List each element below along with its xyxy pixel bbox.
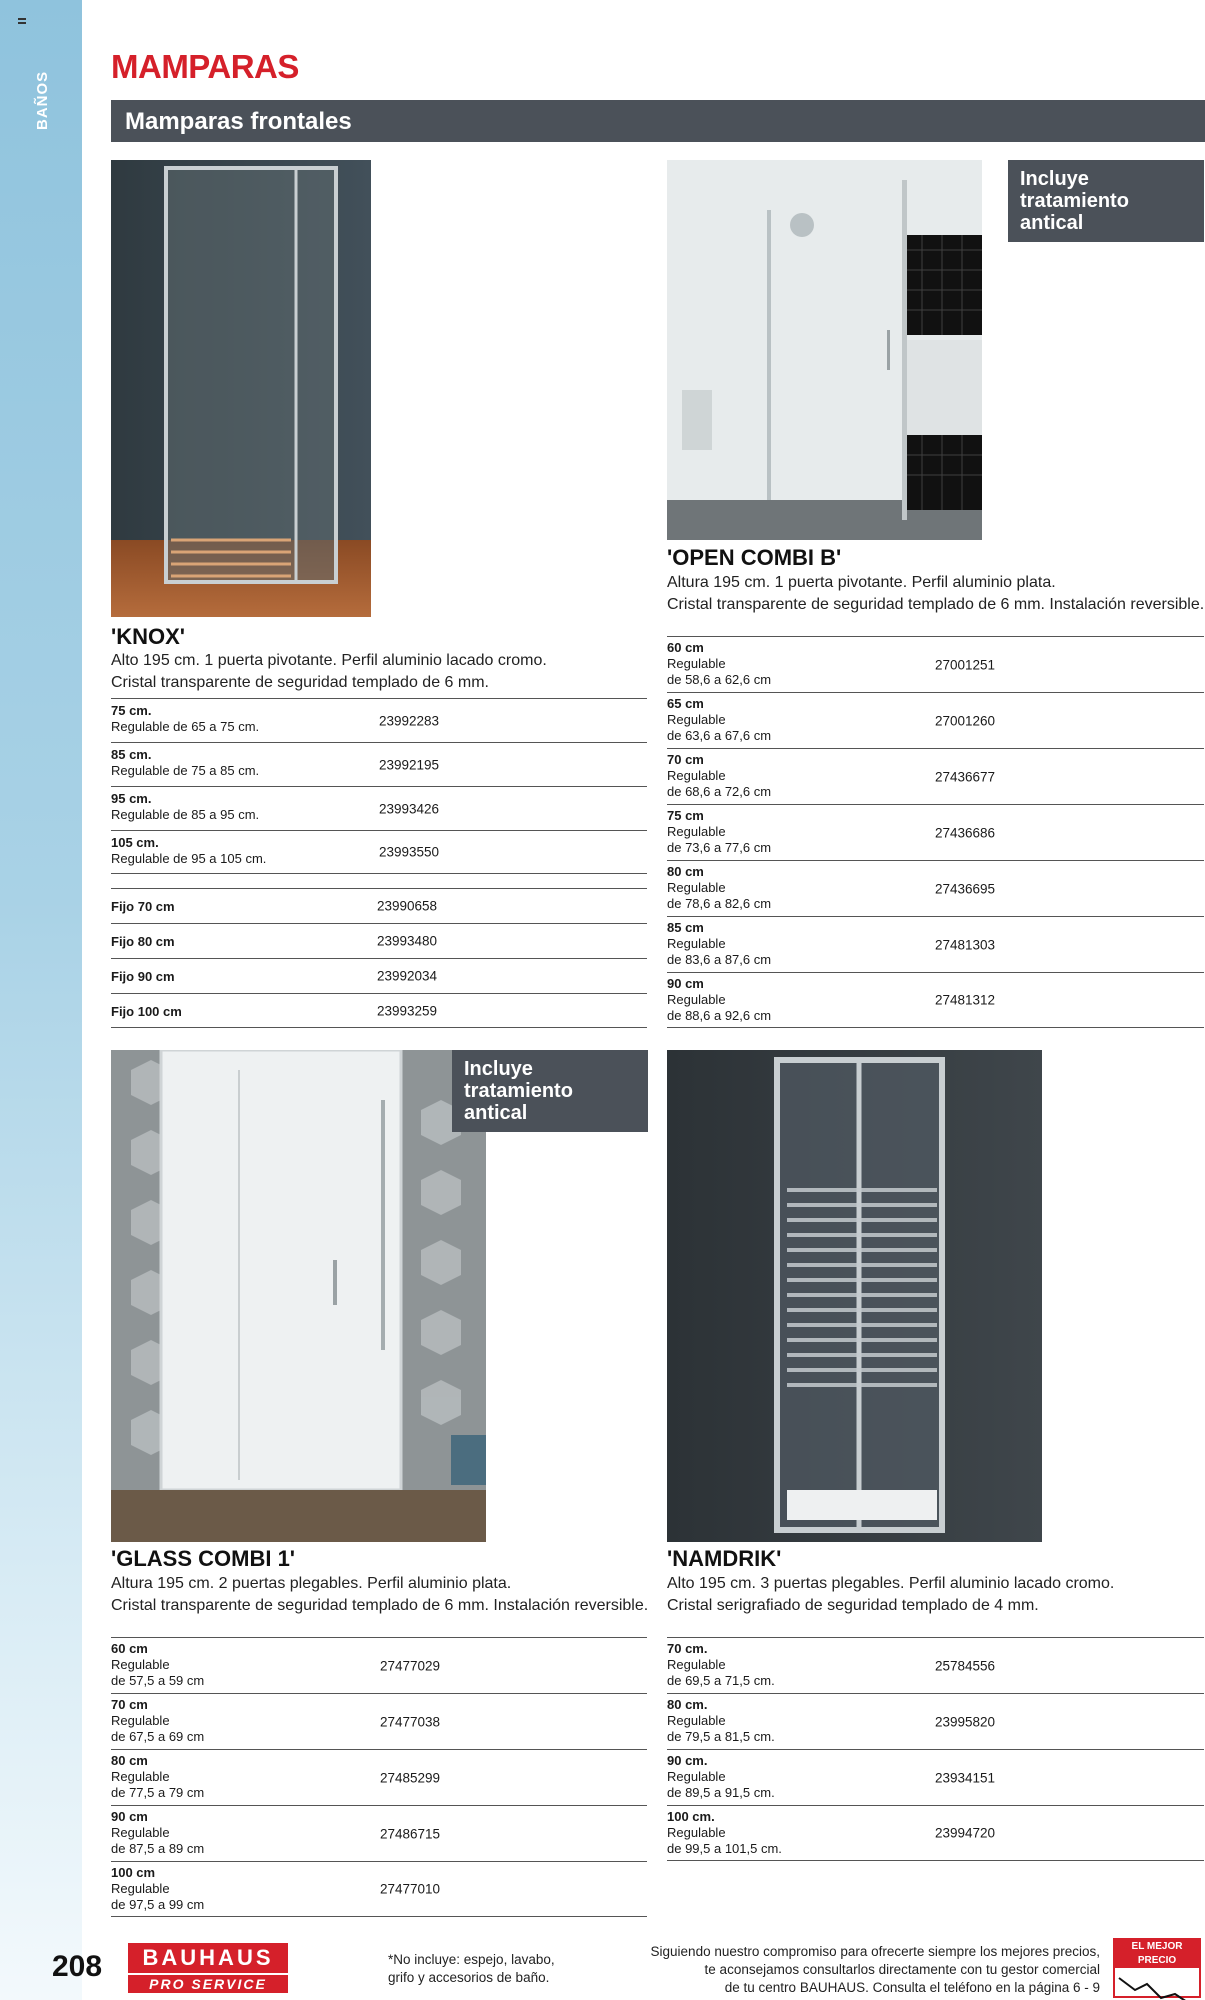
price-trend-icon <box>1115 1968 1199 2000</box>
namdrik-desc-2: Cristal serigrafiado de seguridad templado de 4 mm. <box>667 1597 1039 1614</box>
size-label: Fijo 90 cm <box>111 969 175 984</box>
range-label: de 88,6 a 92,6 cm <box>667 1008 772 1023</box>
best-price-badge <box>1113 1938 1201 1998</box>
size-label: 85 cm <box>667 920 704 935</box>
size-label: Fijo 100 cm <box>111 1004 182 1019</box>
product-code: 27436686 <box>935 825 996 840</box>
range-label: de 87,5 a 89 cm <box>111 1841 205 1856</box>
product-code: 25784556 <box>935 1658 996 1673</box>
range-label: de 68,6 a 72,6 cm <box>667 784 772 799</box>
product-code: 23992034 <box>377 968 438 984</box>
knox-fixed-table <box>111 888 647 1028</box>
size-label: 105 cm. <box>111 835 159 850</box>
table-row: 65 cm Regulable de 63,6 a 67,6 cm 27001260 <box>667 692 1204 748</box>
range-label: de 63,6 a 67,6 cm <box>667 728 772 743</box>
product-code: 27477029 <box>380 1658 441 1673</box>
table-row: 85 cm Regulable de 83,6 a 87,6 cm 27481303 <box>667 916 1204 972</box>
product-code: 27001260 <box>935 713 996 728</box>
namdrik-name: 'NAMDRIK' <box>667 1546 782 1571</box>
table-row: 60 cm Regulable de 57,5 a 59 cm 27477029 <box>111 1637 647 1693</box>
glass-combi-table <box>111 1637 647 1917</box>
table-row <box>111 830 647 874</box>
table-row <box>111 888 647 923</box>
product-code: 27481303 <box>935 937 996 952</box>
page-title: MAMPARAS <box>111 48 299 85</box>
product-code: 23990658 <box>377 898 438 914</box>
product-code: 27477010 <box>380 1881 441 1897</box>
table-row: 80 cm Regulable de 77,5 a 79 cm 27485299 <box>111 1749 647 1805</box>
range-label: Regulable de 95 a 105 cm. <box>111 851 267 866</box>
range-label: de 78,6 a 82,6 cm <box>667 896 772 911</box>
section-title: Mamparas frontales <box>125 108 352 135</box>
page-number: 208 <box>52 1950 103 1983</box>
glass-combi-badge: Incluye tratamiento antical <box>452 1050 648 1132</box>
glass-combi-desc-1: Altura 195 cm. 2 puertas plegables. Perfil aluminio plata. <box>111 1575 512 1592</box>
product-code: 27486715 <box>380 1826 441 1841</box>
range-label: de 67,5 a 69 cm <box>111 1729 205 1744</box>
table-row: 90 cm Regulable de 87,5 a 89 cm 27486715 <box>111 1805 647 1861</box>
disclaimer-line: Siguiendo nuestro compromiso para ofrecerte siempre los mejores precios, <box>650 1944 1100 1959</box>
footnote <box>388 1951 555 1987</box>
range-label: Regulable de 85 a 95 cm. <box>111 807 260 822</box>
section-header <box>111 100 1205 142</box>
product-code: 23994720 <box>935 1825 996 1841</box>
product-code: 23993550 <box>379 844 440 860</box>
open-combi-desc-2: Cristal transparente de seguridad templado de 6 mm. Instalación reversible. <box>667 596 1205 613</box>
knox-photo <box>111 160 371 617</box>
size-label: 100 cm <box>111 1865 156 1880</box>
table-row: 70 cm. Regulable de 69,5 a 71,5 cm. 25784556 <box>667 1637 1204 1693</box>
table-row <box>111 958 647 993</box>
size-label: 60 cm <box>111 1641 148 1656</box>
product-code: 27001251 <box>935 657 996 672</box>
open-combi-photo <box>667 160 982 540</box>
range-label: de 58,6 a 62,6 cm <box>667 672 772 687</box>
open-combi-table <box>667 636 1204 1028</box>
range-label: de 99,5 a 101,5 cm. <box>667 1841 782 1856</box>
table-row: 75 cm Regulable de 73,6 a 77,6 cm 27436686 <box>667 804 1204 860</box>
range-label: de 83,6 a 87,6 cm <box>667 952 772 967</box>
bauhaus-logo <box>128 1943 288 1993</box>
open-combi-desc-1: Altura 195 cm. 1 puerta pivotante. Perfil aluminio plata. <box>667 574 1056 591</box>
glass-combi-desc-2: Cristal transparente de seguridad templado de 6 mm. Instalación reversible. <box>111 1597 649 1614</box>
table-row: 100 cm. Regulable de 99,5 a 101,5 cm. 23994720 <box>667 1805 1204 1861</box>
logo-wordmark: BAUHAUS <box>128 1943 288 1973</box>
range-label: Regulable de 65 a 75 cm. <box>111 719 260 734</box>
disclaimer-line: te aconsejamos consultarlos directamente con tu gestor comercial <box>704 1962 1100 1977</box>
range-label: de 89,5 a 91,5 cm. <box>667 1785 775 1800</box>
size-label: 70 cm <box>111 1697 148 1712</box>
product-code: 23993480 <box>377 933 438 949</box>
size-label: 90 cm. <box>667 1753 708 1768</box>
table-row: 70 cm Regulable de 67,5 a 69 cm 27477038 <box>111 1693 647 1749</box>
range-label: de 57,5 a 59 cm <box>111 1673 205 1688</box>
footnote-line: *No incluye: espejo, lavabo, <box>388 1952 555 1967</box>
range-label: de 77,5 a 79 cm <box>111 1785 205 1800</box>
size-label: 100 cm. <box>667 1809 715 1824</box>
size-label: 80 cm <box>667 864 704 879</box>
size-label: 60 cm <box>667 640 704 655</box>
table-row <box>111 923 647 958</box>
footnote-line: grifo y accesorios de baño. <box>388 1970 550 1985</box>
product-code: 27477038 <box>380 1714 441 1729</box>
table-row <box>111 993 647 1028</box>
knox-desc-2: Cristal transparente de seguridad templado de 6 mm. <box>111 674 489 691</box>
knox-table <box>111 698 647 874</box>
knox-name: 'KNOX' <box>111 624 186 649</box>
table-row: 90 cm. Regulable de 89,5 a 91,5 cm. 23934151 <box>667 1749 1204 1805</box>
size-label: 75 cm <box>667 808 704 823</box>
size-label: Fijo 80 cm <box>111 934 175 949</box>
product-code: 27436695 <box>935 881 996 896</box>
open-combi-name: 'OPEN COMBI B' <box>667 545 842 570</box>
size-label: 65 cm <box>667 696 704 711</box>
size-label: Fijo 70 cm <box>111 899 175 914</box>
size-label: 70 cm <box>667 752 704 767</box>
product-code: 23995820 <box>935 1714 996 1729</box>
menu-icon <box>18 18 26 24</box>
size-label: 80 cm <box>111 1753 148 1768</box>
logo-subtitle: PRO SERVICE <box>128 1975 288 1993</box>
side-bar <box>0 0 82 2000</box>
range-label: de 73,6 a 77,6 cm <box>667 840 772 855</box>
table-row <box>111 786 647 830</box>
range-label: de 97,5 a 99 cm <box>111 1897 205 1912</box>
table-row: 80 cm. Regulable de 79,5 a 81,5 cm. 23995820 <box>667 1693 1204 1749</box>
table-row: 60 cm Regulable de 58,6 a 62,6 cm 27001251 <box>667 636 1204 692</box>
glass-combi-photo <box>111 1050 486 1542</box>
product-code: 27481312 <box>935 992 996 1008</box>
size-label: 90 cm <box>111 1809 148 1824</box>
knox-desc-1: Alto 195 cm. 1 puerta pivotante. Perfil aluminio lacado cromo. <box>111 652 547 669</box>
table-row: 90 cm Regulable de 88,6 a 92,6 cm 27481312 <box>667 972 1204 1028</box>
product-code: 27436677 <box>935 769 996 784</box>
size-label: 90 cm <box>667 976 704 991</box>
range-label: de 79,5 a 81,5 cm. <box>667 1729 775 1744</box>
product-code: 23934151 <box>935 1770 996 1785</box>
glass-combi-name: 'GLASS COMBI 1' <box>111 1546 296 1571</box>
size-label: 70 cm. <box>667 1641 708 1656</box>
sidebar-category-label: BAÑOS <box>34 70 51 130</box>
best-price-label: EL MEJOR PRECIO <box>1115 1940 1199 1968</box>
open-combi-badge: Incluye tratamiento antical <box>1008 160 1204 242</box>
size-label: 85 cm. <box>111 747 152 762</box>
disclaimer-line: de tu centro BAUHAUS. Consulta el teléfono en la página 6 - 9 <box>724 1980 1100 1995</box>
footer-disclaimer <box>610 1943 1100 1997</box>
table-row: 100 cm Regulable de 97,5 a 99 cm 27477010 <box>111 1861 647 1917</box>
table-row <box>111 742 647 786</box>
namdrik-desc-1: Alto 195 cm. 3 puertas plegables. Perfil aluminio lacado cromo. <box>667 1575 1115 1592</box>
product-code: 27485299 <box>380 1770 441 1785</box>
product-code: 23993426 <box>379 801 440 816</box>
table-row: 70 cm Regulable de 68,6 a 72,6 cm 27436677 <box>667 748 1204 804</box>
size-label: 75 cm. <box>111 703 152 718</box>
product-code: 23992283 <box>379 713 440 728</box>
size-label: 80 cm. <box>667 1697 708 1712</box>
product-code: 23993259 <box>377 1003 438 1018</box>
namdrik-photo <box>667 1050 1042 1542</box>
table-row <box>111 698 647 742</box>
product-code: 23992195 <box>379 757 440 772</box>
table-row: 80 cm Regulable de 78,6 a 82,6 cm 27436695 <box>667 860 1204 916</box>
range-label: de 69,5 a 71,5 cm. <box>667 1673 775 1688</box>
range-label: Regulable de 75 a 85 cm. <box>111 763 260 778</box>
size-label: 95 cm. <box>111 791 152 806</box>
namdrik-table <box>667 1637 1204 1861</box>
